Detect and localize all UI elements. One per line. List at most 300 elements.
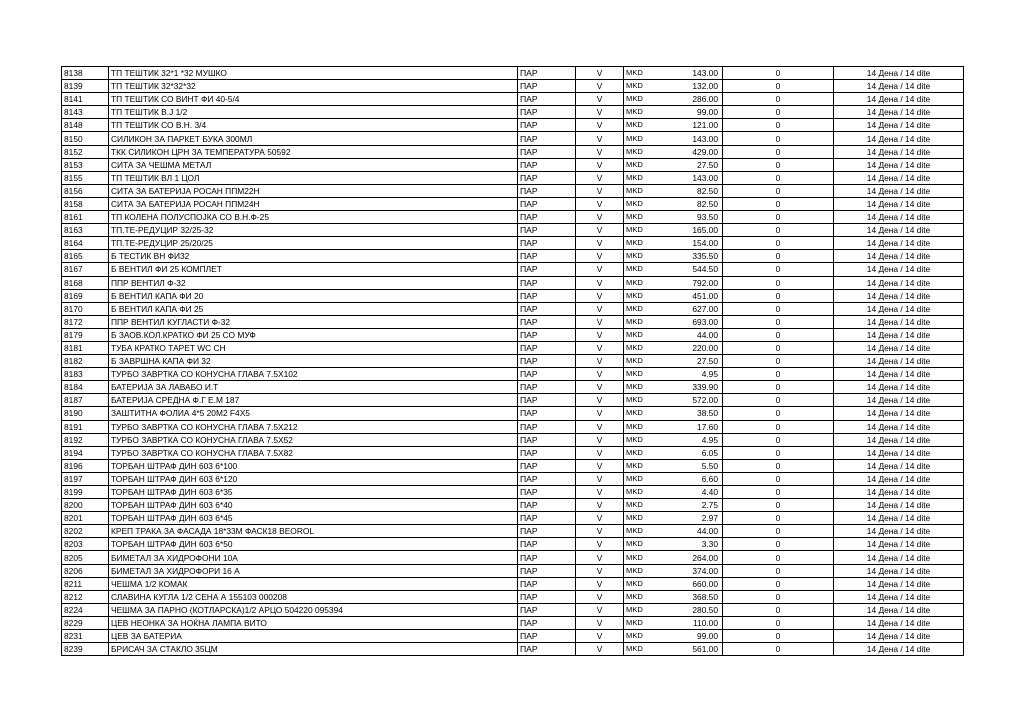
item-code: 8181	[62, 341, 109, 354]
item-currency: MKD	[624, 603, 651, 616]
item-price: 693.00	[651, 315, 723, 328]
item-price: 3.30	[651, 538, 723, 551]
item-delivery-time: 14 Дена / 14 dite	[834, 184, 964, 197]
table-row	[62, 564, 964, 577]
item-currency: MKD	[624, 420, 651, 433]
item-price: 143.00	[651, 171, 723, 184]
item-unit: ПАР	[518, 237, 576, 250]
item-name: ТОРБАН ШТРАФ ДИН 603 6*35	[109, 486, 518, 499]
item-flag: V	[576, 237, 624, 250]
item-quantity: 0	[723, 616, 834, 629]
item-quantity: 0	[723, 420, 834, 433]
item-delivery-time: 14 Дена / 14 dite	[834, 538, 964, 551]
item-flag: V	[576, 328, 624, 341]
item-code: 8143	[62, 106, 109, 119]
item-delivery-time: 14 Дена / 14 dite	[834, 289, 964, 302]
table-row	[62, 224, 964, 237]
item-code: 8211	[62, 577, 109, 590]
table-row	[62, 420, 964, 433]
item-code: 8201	[62, 512, 109, 525]
item-flag: V	[576, 93, 624, 106]
table-row	[62, 407, 964, 420]
item-code: 8194	[62, 446, 109, 459]
item-currency: MKD	[624, 119, 651, 132]
table-row	[62, 512, 964, 525]
item-delivery-time: 14 Дена / 14 dite	[834, 499, 964, 512]
item-price: 82.50	[651, 184, 723, 197]
item-price: 429.00	[651, 145, 723, 158]
item-code: 8239	[62, 643, 109, 656]
item-name: ЦЕВ ЗА БАТЕРИА	[109, 630, 518, 643]
item-unit: ПАР	[518, 276, 576, 289]
item-flag: V	[576, 355, 624, 368]
item-currency: MKD	[624, 211, 651, 224]
item-code: 8192	[62, 433, 109, 446]
item-delivery-time: 14 Дена / 14 dite	[834, 603, 964, 616]
table-row	[62, 525, 964, 538]
table-row	[62, 486, 964, 499]
item-code: 8205	[62, 551, 109, 564]
item-quantity: 0	[723, 184, 834, 197]
item-price: 2.75	[651, 499, 723, 512]
table-row	[62, 237, 964, 250]
item-name: Б ЗАОВ.КОЛ.КРАТКО ФИ 25 СО МУФ	[109, 328, 518, 341]
item-unit: ПАР	[518, 250, 576, 263]
item-name: БАТЕРИЈА СРЕДНА Ф.Г Е.М 187	[109, 394, 518, 407]
item-flag: V	[576, 525, 624, 538]
item-name: ТУРБО ЗАВРТКА СО КОНУСНА ГЛАВА 7.5Х52	[109, 433, 518, 446]
table-row	[62, 184, 964, 197]
item-flag: V	[576, 420, 624, 433]
item-unit: ПАР	[518, 106, 576, 119]
item-currency: MKD	[624, 263, 651, 276]
price-list-body	[62, 67, 964, 656]
item-code: 8206	[62, 564, 109, 577]
item-code: 8163	[62, 224, 109, 237]
table-row	[62, 197, 964, 210]
item-delivery-time: 14 Дена / 14 dite	[834, 394, 964, 407]
item-delivery-time: 14 Дена / 14 dite	[834, 355, 964, 368]
table-row	[62, 394, 964, 407]
item-name: Б ЗАВРШНА КАПА ФИ 32	[109, 355, 518, 368]
item-quantity: 0	[723, 106, 834, 119]
item-currency: MKD	[624, 145, 651, 158]
item-name: ТОРБАН ШТРАФ ДИН 603 6*100	[109, 459, 518, 472]
table-row	[62, 211, 964, 224]
item-quantity: 0	[723, 459, 834, 472]
table-row	[62, 328, 964, 341]
item-delivery-time: 14 Дена / 14 dite	[834, 446, 964, 459]
item-price: 38.50	[651, 407, 723, 420]
item-name: ТП ТЕШТИК 32*1 *32 МУШКО	[109, 67, 518, 80]
item-flag: V	[576, 224, 624, 237]
item-quantity: 0	[723, 472, 834, 485]
item-quantity: 0	[723, 603, 834, 616]
item-quantity: 0	[723, 590, 834, 603]
item-flag: V	[576, 630, 624, 643]
item-currency: MKD	[624, 289, 651, 302]
table-row	[62, 158, 964, 171]
table-row	[62, 263, 964, 276]
item-unit: ПАР	[518, 224, 576, 237]
item-currency: MKD	[624, 394, 651, 407]
item-price: 99.00	[651, 106, 723, 119]
item-code: 8200	[62, 499, 109, 512]
table-row	[62, 499, 964, 512]
item-flag: V	[576, 433, 624, 446]
item-currency: MKD	[624, 341, 651, 354]
table-row	[62, 302, 964, 315]
item-delivery-time: 14 Дена / 14 dite	[834, 577, 964, 590]
item-code: 8199	[62, 486, 109, 499]
item-delivery-time: 14 Дена / 14 dite	[834, 197, 964, 210]
item-unit: ПАР	[518, 381, 576, 394]
item-flag: V	[576, 564, 624, 577]
item-price: 132.00	[651, 80, 723, 93]
item-code: 8167	[62, 263, 109, 276]
item-currency: MKD	[624, 197, 651, 210]
item-code: 8212	[62, 590, 109, 603]
item-delivery-time: 14 Дена / 14 dite	[834, 250, 964, 263]
item-delivery-time: 14 Дена / 14 dite	[834, 590, 964, 603]
item-flag: V	[576, 302, 624, 315]
item-name: ТУРБО ЗАВРТКА СО КОНУСНА ГЛАВА 7.5Х212	[109, 420, 518, 433]
item-currency: MKD	[624, 551, 651, 564]
item-currency: MKD	[624, 616, 651, 629]
item-code: 8202	[62, 525, 109, 538]
item-unit: ПАР	[518, 512, 576, 525]
item-unit: ПАР	[518, 538, 576, 551]
item-name: ТОРБАН ШТРАФ ДИН 603 6*120	[109, 472, 518, 485]
item-delivery-time: 14 Дена / 14 dite	[834, 132, 964, 145]
item-name: ЧЕШМА ЗА ПАРНО (КОТЛАРСКА)1/2 АРЦО 504220 095394	[109, 603, 518, 616]
item-unit: ПАР	[518, 67, 576, 80]
item-quantity: 0	[723, 119, 834, 132]
table-row	[62, 577, 964, 590]
table-row	[62, 459, 964, 472]
table-row	[62, 171, 964, 184]
table-row	[62, 341, 964, 354]
item-flag: V	[576, 119, 624, 132]
item-currency: MKD	[624, 328, 651, 341]
item-delivery-time: 14 Дена / 14 dite	[834, 80, 964, 93]
table-row	[62, 643, 964, 656]
item-price: 110.00	[651, 616, 723, 629]
item-quantity: 0	[723, 263, 834, 276]
item-delivery-time: 14 Дена / 14 dite	[834, 67, 964, 80]
item-price: 220.00	[651, 341, 723, 354]
item-quantity: 0	[723, 328, 834, 341]
item-code: 8169	[62, 289, 109, 302]
item-quantity: 0	[723, 171, 834, 184]
item-currency: MKD	[624, 93, 651, 106]
item-name: Б ВЕНТИЛ КАПА ФИ 20	[109, 289, 518, 302]
item-flag: V	[576, 184, 624, 197]
item-name: ТП ТЕШТИК 32*32*32	[109, 80, 518, 93]
item-delivery-time: 14 Дена / 14 dite	[834, 551, 964, 564]
item-flag: V	[576, 616, 624, 629]
item-code: 8203	[62, 538, 109, 551]
item-currency: MKD	[624, 499, 651, 512]
item-name: ЧЕШМА 1/2 КОМАК	[109, 577, 518, 590]
item-unit: ПАР	[518, 446, 576, 459]
item-code: 8191	[62, 420, 109, 433]
item-code: 8141	[62, 93, 109, 106]
item-name: ТУРБО ЗАВРТКА СО КОНУСНА ГЛАВА 7.5Х82	[109, 446, 518, 459]
item-delivery-time: 14 Дена / 14 dite	[834, 315, 964, 328]
item-unit: ПАР	[518, 145, 576, 158]
item-delivery-time: 14 Дена / 14 dite	[834, 564, 964, 577]
item-flag: V	[576, 603, 624, 616]
table-row	[62, 250, 964, 263]
item-quantity: 0	[723, 525, 834, 538]
item-price: 335.50	[651, 250, 723, 263]
item-code: 8153	[62, 158, 109, 171]
item-code: 8152	[62, 145, 109, 158]
table-row	[62, 289, 964, 302]
item-flag: V	[576, 132, 624, 145]
item-code: 8161	[62, 211, 109, 224]
item-quantity: 0	[723, 93, 834, 106]
item-name: БРИСАЧ ЗА СТАКЛО 35ЦМ	[109, 643, 518, 656]
item-flag: V	[576, 512, 624, 525]
item-currency: MKD	[624, 630, 651, 643]
item-unit: ПАР	[518, 616, 576, 629]
item-unit: ПАР	[518, 590, 576, 603]
table-row	[62, 93, 964, 106]
item-price: 544.50	[651, 263, 723, 276]
item-name: СИТА ЗА ЧЕШМА МЕТАЛ	[109, 158, 518, 171]
item-name: БИМЕТАЛ ЗА ХИДРОФОРИ 16 А	[109, 564, 518, 577]
item-price: 93.50	[651, 211, 723, 224]
table-row	[62, 132, 964, 145]
item-code: 8229	[62, 616, 109, 629]
item-delivery-time: 14 Дена / 14 dite	[834, 525, 964, 538]
item-unit: ПАР	[518, 263, 576, 276]
item-flag: V	[576, 577, 624, 590]
item-delivery-time: 14 Дена / 14 dite	[834, 512, 964, 525]
item-delivery-time: 14 Дена / 14 dite	[834, 224, 964, 237]
item-code: 8231	[62, 630, 109, 643]
item-name: Б ТЕСТИК ВН ФИ32	[109, 250, 518, 263]
item-unit: ПАР	[518, 603, 576, 616]
item-unit: ПАР	[518, 184, 576, 197]
item-flag: V	[576, 276, 624, 289]
item-delivery-time: 14 Дена / 14 dite	[834, 433, 964, 446]
item-price: 27.50	[651, 355, 723, 368]
item-flag: V	[576, 368, 624, 381]
item-price: 6.60	[651, 472, 723, 485]
item-delivery-time: 14 Дена / 14 dite	[834, 643, 964, 656]
item-price: 264.00	[651, 551, 723, 564]
item-unit: ПАР	[518, 158, 576, 171]
item-flag: V	[576, 250, 624, 263]
table-row	[62, 106, 964, 119]
item-code: 8184	[62, 381, 109, 394]
item-code: 8139	[62, 80, 109, 93]
item-quantity: 0	[723, 381, 834, 394]
item-unit: ПАР	[518, 119, 576, 132]
item-price: 6.05	[651, 446, 723, 459]
item-delivery-time: 14 Дена / 14 dite	[834, 616, 964, 629]
item-flag: V	[576, 407, 624, 420]
item-quantity: 0	[723, 446, 834, 459]
table-row	[62, 446, 964, 459]
item-delivery-time: 14 Дена / 14 dite	[834, 486, 964, 499]
item-delivery-time: 14 Дена / 14 dite	[834, 237, 964, 250]
item-unit: ПАР	[518, 499, 576, 512]
item-delivery-time: 14 Дена / 14 dite	[834, 381, 964, 394]
item-unit: ПАР	[518, 132, 576, 145]
item-currency: MKD	[624, 184, 651, 197]
item-delivery-time: 14 Дена / 14 dite	[834, 211, 964, 224]
item-name: Б ВЕНТИЛ ФИ 25 КОМПЛЕТ	[109, 263, 518, 276]
item-code: 8224	[62, 603, 109, 616]
item-price: 143.00	[651, 132, 723, 145]
item-delivery-time: 14 Дена / 14 dite	[834, 328, 964, 341]
item-unit: ПАР	[518, 197, 576, 210]
item-currency: MKD	[624, 67, 651, 80]
item-delivery-time: 14 Дена / 14 dite	[834, 472, 964, 485]
item-name: ТП ТЕШТИК СО ВИНТ ФИ 40-5/4	[109, 93, 518, 106]
item-quantity: 0	[723, 407, 834, 420]
item-unit: ПАР	[518, 525, 576, 538]
item-price: 660.00	[651, 577, 723, 590]
item-name: ТП.ТЕ-РЕДУЦИР 25/20/25	[109, 237, 518, 250]
item-code: 8156	[62, 184, 109, 197]
item-code: 8170	[62, 302, 109, 315]
item-quantity: 0	[723, 224, 834, 237]
item-quantity: 0	[723, 250, 834, 263]
item-currency: MKD	[624, 368, 651, 381]
item-code: 8164	[62, 237, 109, 250]
item-currency: MKD	[624, 315, 651, 328]
item-currency: MKD	[624, 250, 651, 263]
table-row	[62, 368, 964, 381]
item-flag: V	[576, 171, 624, 184]
item-flag: V	[576, 145, 624, 158]
item-unit: ПАР	[518, 630, 576, 643]
item-code: 8196	[62, 459, 109, 472]
item-unit: ПАР	[518, 328, 576, 341]
item-flag: V	[576, 341, 624, 354]
item-name: СЛАВИНА КУГЛА 1/2 СЕНА А 155103 000208	[109, 590, 518, 603]
item-flag: V	[576, 381, 624, 394]
table-row	[62, 551, 964, 564]
item-quantity: 0	[723, 355, 834, 368]
table-row	[62, 538, 964, 551]
item-price: 5.50	[651, 459, 723, 472]
item-flag: V	[576, 499, 624, 512]
item-name: ТКК СИЛИКОН ЦРН ЗА ТЕМПЕРАТУРА 50592	[109, 145, 518, 158]
item-flag: V	[576, 538, 624, 551]
item-name: ЦЕВ НЕОНКА ЗА НОЌНА ЛАМПА ВИТО	[109, 616, 518, 629]
item-unit: ПАР	[518, 551, 576, 564]
table-row	[62, 80, 964, 93]
item-unit: ПАР	[518, 93, 576, 106]
item-name: ТП.ТЕ-РЕДУЦИР 32/25-32	[109, 224, 518, 237]
table-row	[62, 472, 964, 485]
item-code: 8190	[62, 407, 109, 420]
item-currency: MKD	[624, 132, 651, 145]
item-quantity: 0	[723, 132, 834, 145]
item-currency: MKD	[624, 643, 651, 656]
item-flag: V	[576, 211, 624, 224]
item-currency: MKD	[624, 407, 651, 420]
item-quantity: 0	[723, 564, 834, 577]
item-code: 8168	[62, 276, 109, 289]
item-quantity: 0	[723, 302, 834, 315]
item-name: ТОРБАН ШТРАФ ДИН 603 6*50	[109, 538, 518, 551]
item-currency: MKD	[624, 459, 651, 472]
item-name: ТУРБО ЗАВРТКА СО КОНУСНА ГЛАВА 7.5Х102	[109, 368, 518, 381]
item-quantity: 0	[723, 158, 834, 171]
item-name: ТОРБАН ШТРАФ ДИН 603 6*40	[109, 499, 518, 512]
item-flag: V	[576, 315, 624, 328]
item-delivery-time: 14 Дена / 14 dite	[834, 420, 964, 433]
item-quantity: 0	[723, 289, 834, 302]
item-currency: MKD	[624, 80, 651, 93]
item-unit: ПАР	[518, 564, 576, 577]
item-quantity: 0	[723, 551, 834, 564]
item-currency: MKD	[624, 472, 651, 485]
table-row	[62, 355, 964, 368]
item-quantity: 0	[723, 577, 834, 590]
item-unit: ПАР	[518, 171, 576, 184]
item-code: 8197	[62, 472, 109, 485]
item-price: 143.00	[651, 67, 723, 80]
item-price: 165.00	[651, 224, 723, 237]
item-price: 572.00	[651, 394, 723, 407]
table-row	[62, 67, 964, 80]
item-name: ТОРБАН ШТРАФ ДИН 603 6*45	[109, 512, 518, 525]
item-price: 374.00	[651, 564, 723, 577]
table-row	[62, 603, 964, 616]
item-flag: V	[576, 106, 624, 119]
item-currency: MKD	[624, 224, 651, 237]
item-price: 280.50	[651, 603, 723, 616]
item-flag: V	[576, 197, 624, 210]
item-price: 4.95	[651, 368, 723, 381]
item-unit: ПАР	[518, 289, 576, 302]
item-quantity: 0	[723, 341, 834, 354]
item-quantity: 0	[723, 211, 834, 224]
item-price: 451.00	[651, 289, 723, 302]
item-quantity: 0	[723, 67, 834, 80]
item-delivery-time: 14 Дена / 14 dite	[834, 93, 964, 106]
item-code: 8148	[62, 119, 109, 132]
item-quantity: 0	[723, 237, 834, 250]
item-name: КРЕП ТРАКА ЗА ФАСАДА 18*33М ФАСК18 BEOROL	[109, 525, 518, 538]
item-unit: ПАР	[518, 433, 576, 446]
item-price: 286.00	[651, 93, 723, 106]
item-currency: MKD	[624, 302, 651, 315]
item-quantity: 0	[723, 486, 834, 499]
item-flag: V	[576, 80, 624, 93]
item-currency: MKD	[624, 577, 651, 590]
item-currency: MKD	[624, 237, 651, 250]
item-quantity: 0	[723, 80, 834, 93]
item-code: 8155	[62, 171, 109, 184]
item-price: 2.97	[651, 512, 723, 525]
item-quantity: 0	[723, 538, 834, 551]
item-price: 17.60	[651, 420, 723, 433]
item-flag: V	[576, 590, 624, 603]
item-code: 8165	[62, 250, 109, 263]
item-name: ТП КОЛЕНА ПОЛУСПОЈКА СО В.Н.Ф-25	[109, 211, 518, 224]
item-quantity: 0	[723, 368, 834, 381]
item-code: 8179	[62, 328, 109, 341]
